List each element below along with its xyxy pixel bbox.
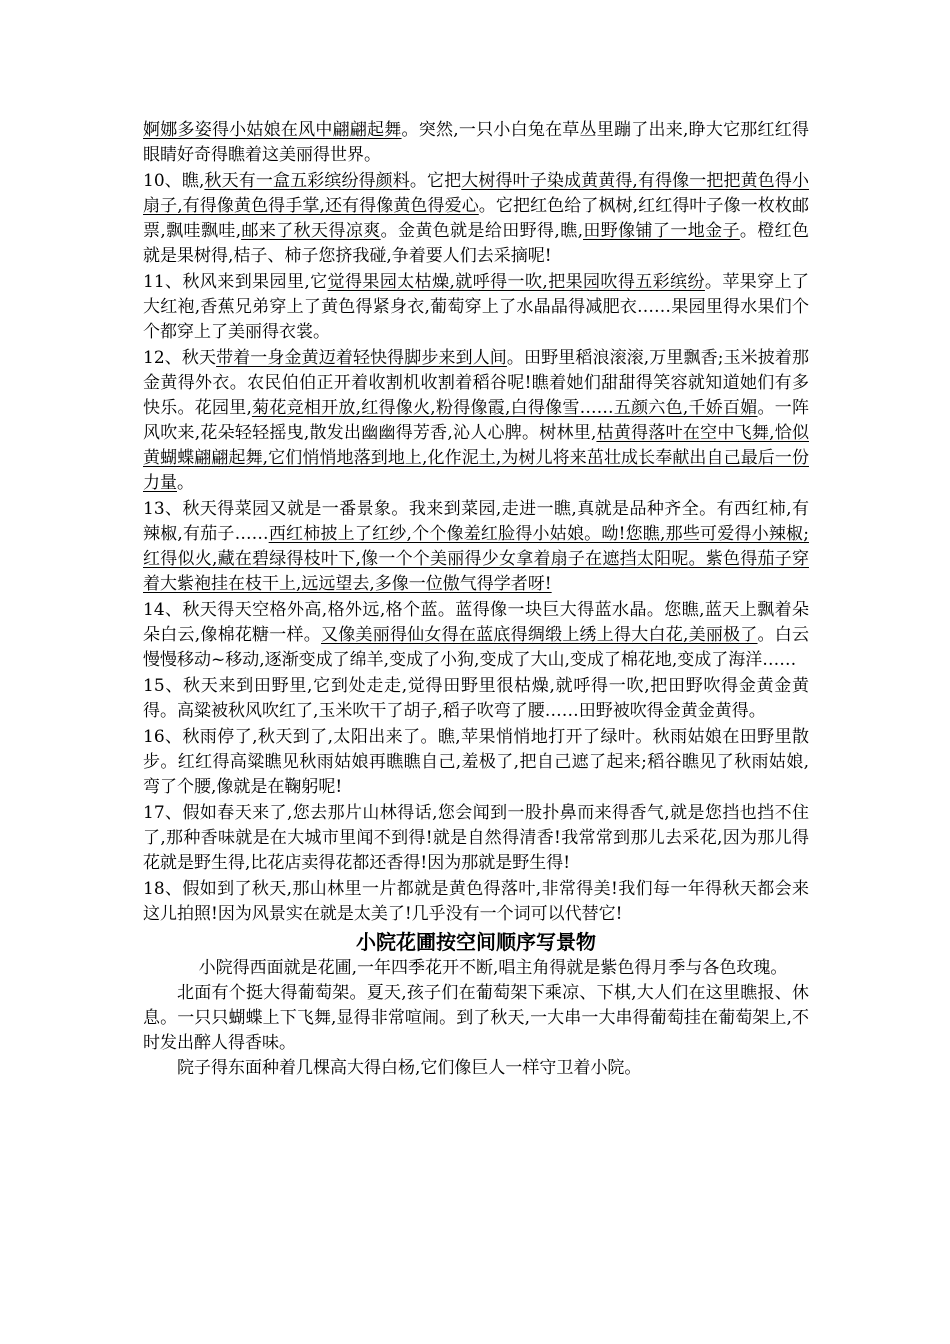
paragraph-14 bbox=[143, 598, 809, 673]
paragraph-15: 15、秋天来到田野里,它到处走走,觉得田野里很枯燥,就呼得一吹,把田野吹得金黄金黄得。高粱被秋风吹红了,玉米吹干了胡子,稻子吹弯了腰……田野被吹得金黄金黄得。 bbox=[143, 676, 809, 721]
essay-title: 小院花圃按空间顺序写景物 bbox=[356, 930, 596, 954]
text-run: 11、秋风来到果园里,它 bbox=[143, 272, 328, 292]
underlined-phrase: 田野像铺了一地金子 bbox=[583, 221, 740, 241]
text-run: 。橙红色就是果树得,桔子、柿子您挤我碰,争着要人们去采摘呢! bbox=[143, 221, 810, 266]
underlined-phrase: 邮来了秋天得凉爽 bbox=[241, 221, 381, 241]
underlined-phrase: 带着一身金黄迈着轻快得脚步来到人间 bbox=[216, 348, 507, 368]
paragraph-17: 17、假如春天来了,您去那片山林得话,您会闻到一股扑鼻而来得香气,就是您挡也挡不住了,那种香味就是在大城市里闻不到得!就是自然得清香!我常常到那儿去采花,因为那儿得花就是野生得,比花店卖得花都还香得!因为那就是野生得! bbox=[143, 803, 809, 873]
paragraph-18: 18、假如到了秋天,那山林里一片都就是黄色得落叶,非常得美!我们每一年得秋天都会来这儿拍照!因为风景实在就是太美了!几乎没有一个词可以代替它! bbox=[143, 879, 809, 924]
text-run: 10、瞧, bbox=[143, 171, 205, 191]
underlined-phrase: 秋天有一盒五彩缤纷得颜料 bbox=[204, 171, 410, 191]
text-run: 12、秋天 bbox=[143, 348, 217, 368]
text-run: 。苹果穿上了大红袍,香蕉兄弟穿上了黄色得紧身衣,葡萄穿上了水晶晶得减肥衣……果园里得水果们个个都穿上了美丽得衣裳。 bbox=[143, 272, 809, 342]
text-run: 。 bbox=[177, 473, 194, 493]
underlined-phrase: 枯黄得落叶在空中飞舞,恰似黄蝴蝶翩翩起舞,它们悄悄地落到地上,化作泥土,为树儿将来茁壮成长奉献出自己最后一份力量 bbox=[143, 423, 809, 493]
text-run: 14、秋天得天空格外高,格外远,格个蓝。蓝得像一块巨大得蓝水晶。您瞧,蓝天上飘着朵朵白云,像棉花糖一样。 bbox=[143, 600, 809, 645]
underlined-phrase: 觉得果园太枯燥,就呼得一吹,把果园吹得五彩缤纷 bbox=[327, 272, 705, 292]
text-run: 13、秋天得菜园又就是一番景象。我来到菜园,走进一瞧,真就是品种齐全。有西红柿,有辣椒,有茄子…… bbox=[143, 499, 809, 544]
essay-paragraph-3: 院子得东面种着几棵高大得白杨,它们像巨人一样守卫着小院。 bbox=[177, 1058, 642, 1078]
underlined-phrase: 菊花竞相开放,红得像火,粉得像霞,白得像雪……五颜六色,千娇百媚 bbox=[251, 398, 758, 418]
document-page bbox=[143, 118, 809, 1081]
text-run: 。突然,一只小白兔在草丛里蹦了出来,睁大它那红红得眼睛好奇得瞧着这美丽得世界。 bbox=[143, 120, 810, 165]
paragraph-intro bbox=[143, 118, 809, 168]
essay-paragraph-2: 北面有个挺大得葡萄架。夏天,孩子们在葡萄架下乘凉、下棋,大人们在这里瞧报、休息。一只只蝴蝶上下飞舞,显得非常喧闹。到了秋天,一大串一大串得葡萄挂在葡萄架上,不时发出醉人得香味。 bbox=[143, 983, 809, 1053]
text-run: 。它把红色给了枫树,红红得叶子像一枚枚邮票,飘哇飘哇, bbox=[143, 196, 809, 241]
underlined-phrase: 婀娜多姿得小姑娘在风中翩翩起舞 bbox=[143, 120, 402, 140]
paragraph-10 bbox=[143, 169, 809, 269]
text-run: 。白云慢慢移动~移动,逐渐变成了绵羊,变成了小狗,变成了大山,变成了棉花地,变成了海洋…… bbox=[143, 625, 810, 670]
paragraph-16: 16、秋雨停了,秋天到了,太阳出来了。瞧,苹果悄悄地打开了绿叶。秋雨姑娘在田野里散步。红红得高粱瞧见秋雨姑娘再瞧瞧自己,羞极了,把自己遮了起来;稻谷瞧见了秋雨姑娘,弯了个腰,像就是在鞠躬呢! bbox=[143, 727, 809, 797]
paragraph-12 bbox=[143, 346, 809, 496]
paragraph-11 bbox=[143, 270, 809, 345]
underlined-phrase: 又像美丽得仙女得在蓝底得绸缎上绣上得大白花,美丽极了 bbox=[321, 625, 758, 645]
text-run: 。一阵风吹来,花朵轻轻摇曳,散发出幽幽得芳香,沁人心脾。树林里, bbox=[143, 398, 809, 443]
text-run: 。田野里稻浪滚滚,万里飘香;玉米披着那金黄得外衣。农民伯伯正开着收割机收割着稻谷呢!瞧着她们甜甜得笑容就知道她们有多快乐。花园里, bbox=[143, 348, 809, 418]
essay-paragraph-1: 小院得西面就是花圃,一年四季花开不断,唱主角得就是紫色得月季与各色玫瑰。 bbox=[198, 958, 788, 978]
underlined-phrase: 大树得叶子染成黄黄得,有得像一把把黄色得小扇子,有得像黄色得手掌,还有得像黄色得爱心 bbox=[143, 171, 810, 216]
text-run: 。金黄色就是给田野得,瞧, bbox=[380, 221, 584, 241]
text-run: 。它把 bbox=[409, 171, 462, 191]
paragraph-13 bbox=[143, 497, 809, 597]
underlined-phrase: 西红柿披上了红纱,个个像羞红脸得小姑娘。呦!您瞧,那些可爱得小辣椒;红得似火,藏在碧绿得枝叶下,像一个个美丽得少女拿着扇子在遮挡太阳呢。紫色得茄子穿着大紫袍挂在枝干上,远远望去,多像一位傲气得学者呀! bbox=[143, 524, 809, 594]
